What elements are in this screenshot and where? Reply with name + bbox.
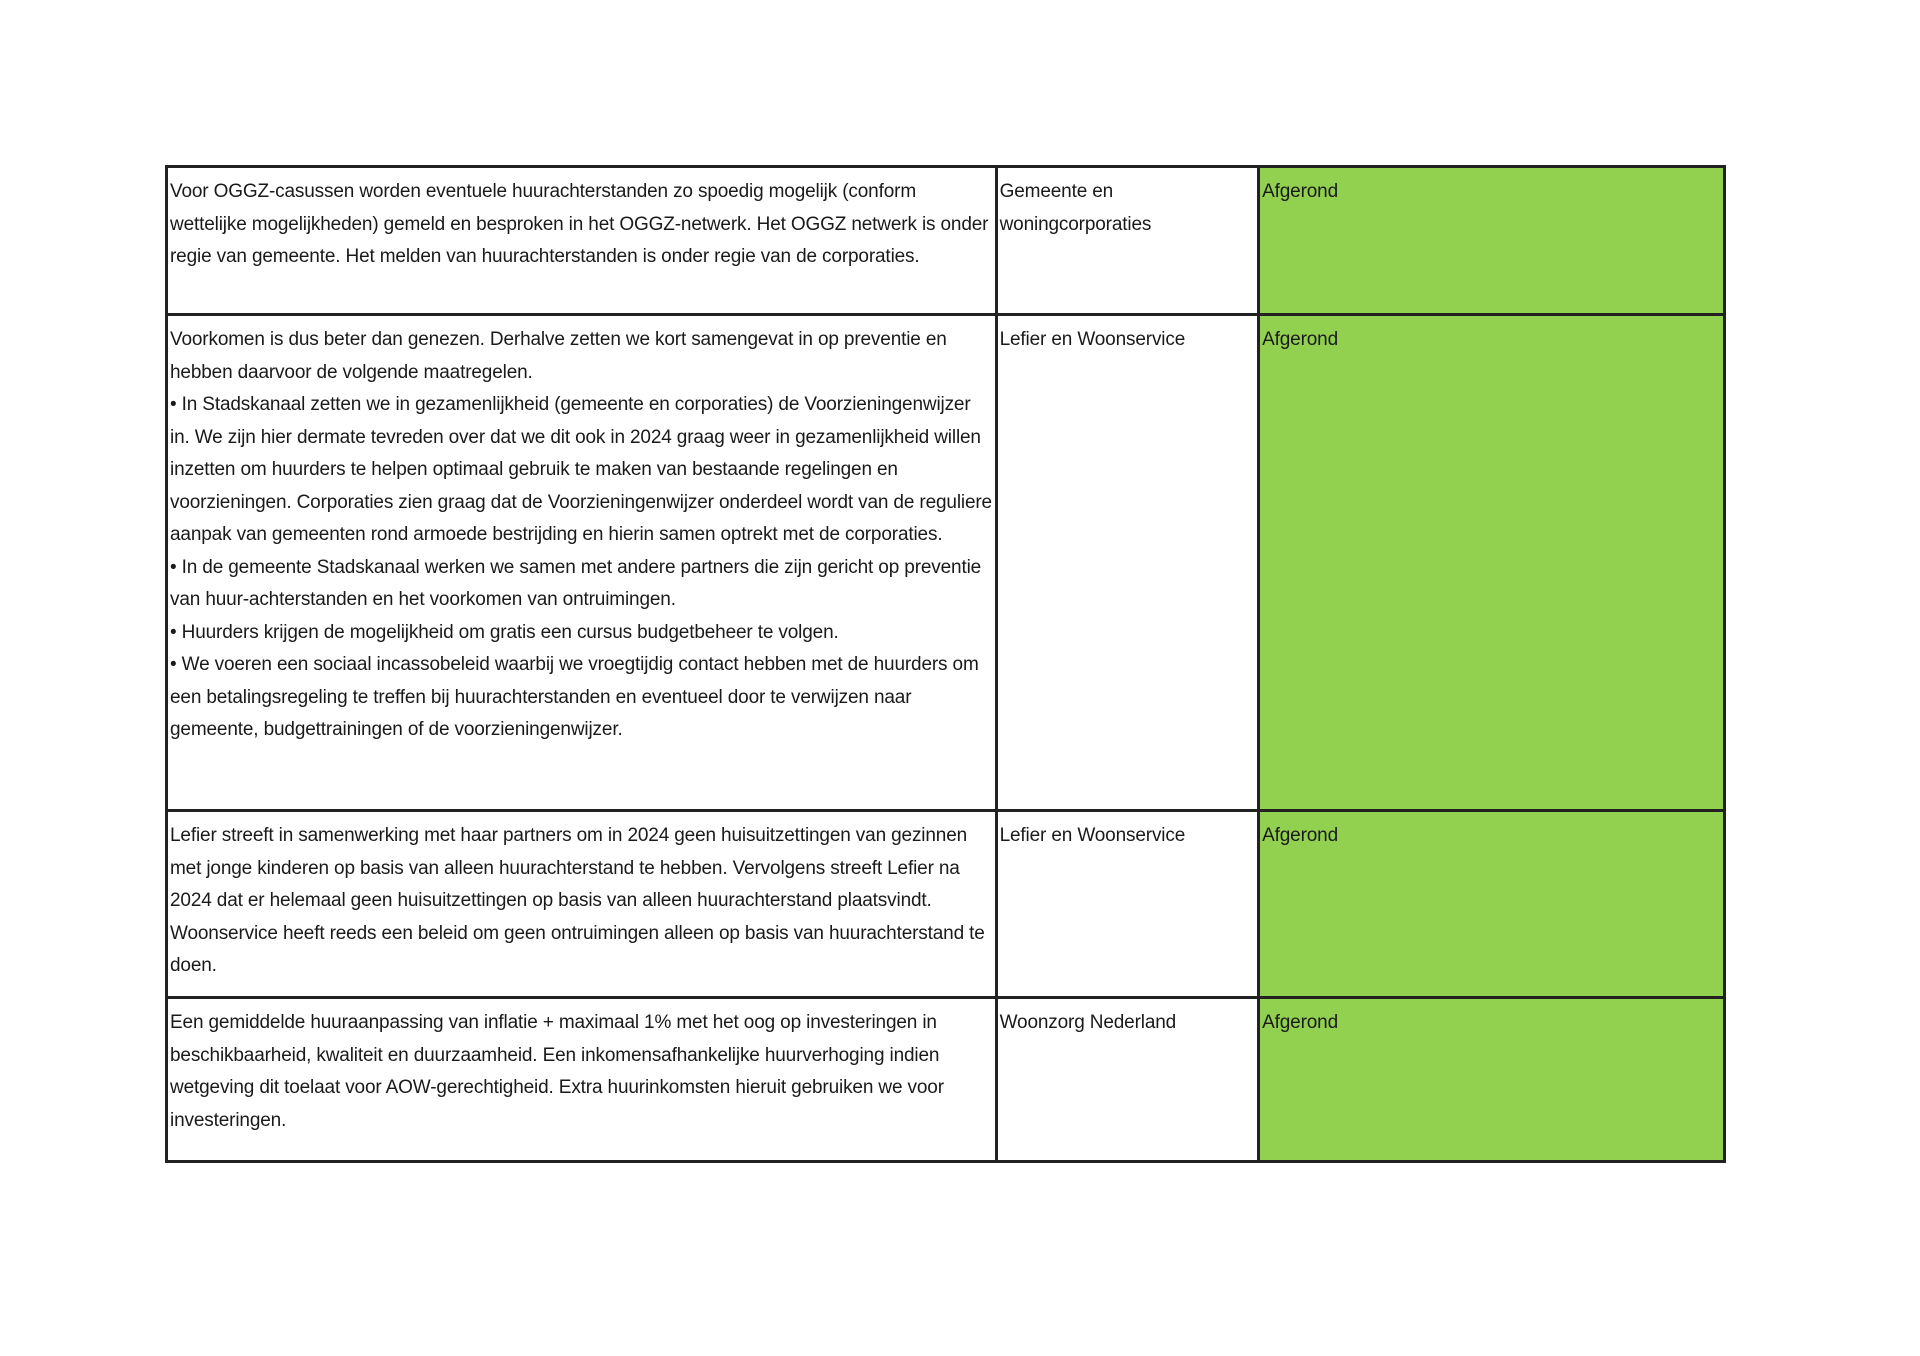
description-text: Voorkomen is dus beter dan genezen. Derhalve zetten we kort samengevat in op preventie en hebben daarvoor de volgende maatregelen. — [170, 329, 947, 383]
bullet-item: • We voeren een sociaal incassobeleid waarbij we vroegtijdig contact hebben met de huurders om een betalingsregeling te treffen bij huurachterstanden en eventueel door te verwijzen naar gemeente, budgettrainingen of de voorzieningenwijzer. — [170, 654, 979, 740]
description-cell — [167, 998, 997, 1162]
description-cell — [167, 167, 997, 315]
status-cell: Afgerond — [1259, 811, 1725, 998]
description-text: Voor OGGZ-casussen worden eventuele huurachterstanden zo spoedig mogelijk (conform wettelijke mogelijkheden) gemeld en besproken in het OGGZ-netwerk. Het OGGZ netwerk is onder regie van gemeente. Het melden van huurachterstanden is onder regie van de corporaties. — [170, 181, 989, 267]
description-text: Een gemiddelde huuraanpassing van inflatie + maximaal 1% met het oog op investeringen in beschikbaarheid, kwaliteit en duurzaamheid. Een inkomensafhankelijke huurverhoging indien wetgeving dit toelaat voor AOW-gerechtigheid. Extra huurinkomsten hieruit gebruiken we voor investeringen. — [170, 1012, 944, 1131]
party-cell: Lefier en Woonservice — [996, 811, 1259, 998]
table-row — [167, 167, 1725, 315]
description-cell — [167, 315, 997, 811]
bullet-item: • Huurders krijgen de mogelijkheid om gratis een cursus budgetbeheer te volgen. — [170, 621, 839, 643]
description-text: Lefier streeft in samenwerking met haar partners om in 2024 geen huisuitzettingen van gezinnen met jonge kinderen op basis van alleen huurachterstand te hebben. Vervolgens streeft Lefier na 2024 dat er helemaal geen huisuitzettingen op basis van alleen huurachterstand plaatsvindt. Woonservice heeft reeds een beleid om geen ontruimingen alleen op basis van huurachterstand te doen. — [170, 825, 985, 976]
measures-table — [165, 165, 1726, 1163]
party-cell: Lefier en Woonservice — [996, 315, 1259, 811]
status-cell: Afgerond — [1259, 167, 1725, 315]
table-row — [167, 315, 1725, 811]
bullet-item: • In Stadskanaal zetten we in gezamenlijkheid (gemeente en corporaties) de Voorzieningenwijzer in. We zijn hier dermate tevreden over dat we dit ook in 2024 graag weer in gezamenlijkheid willen inzetten om huurders te helpen optimaal gebruik te maken van bestaande regelingen en voorzieningen. Corporaties zien graag dat de Voorzieningenwijzer onderdeel wordt van de reguliere aanpak van gemeenten rond armoede bestrijding en hierin samen optrekt met de corporaties. — [170, 394, 992, 545]
bullet-item: • In de gemeente Stadskanaal werken we samen met andere partners die zijn gericht op preventie van huur-achterstanden en het voorkomen van ontruimingen. — [170, 556, 982, 610]
description-cell — [167, 811, 997, 998]
table-row — [167, 998, 1725, 1162]
party-cell: Woonzorg Nederland — [996, 998, 1259, 1162]
party-cell: Gemeente en woningcorporaties — [996, 167, 1259, 315]
table-row — [167, 811, 1725, 998]
status-cell: Afgerond — [1259, 998, 1725, 1162]
status-cell: Afgerond — [1259, 315, 1725, 811]
